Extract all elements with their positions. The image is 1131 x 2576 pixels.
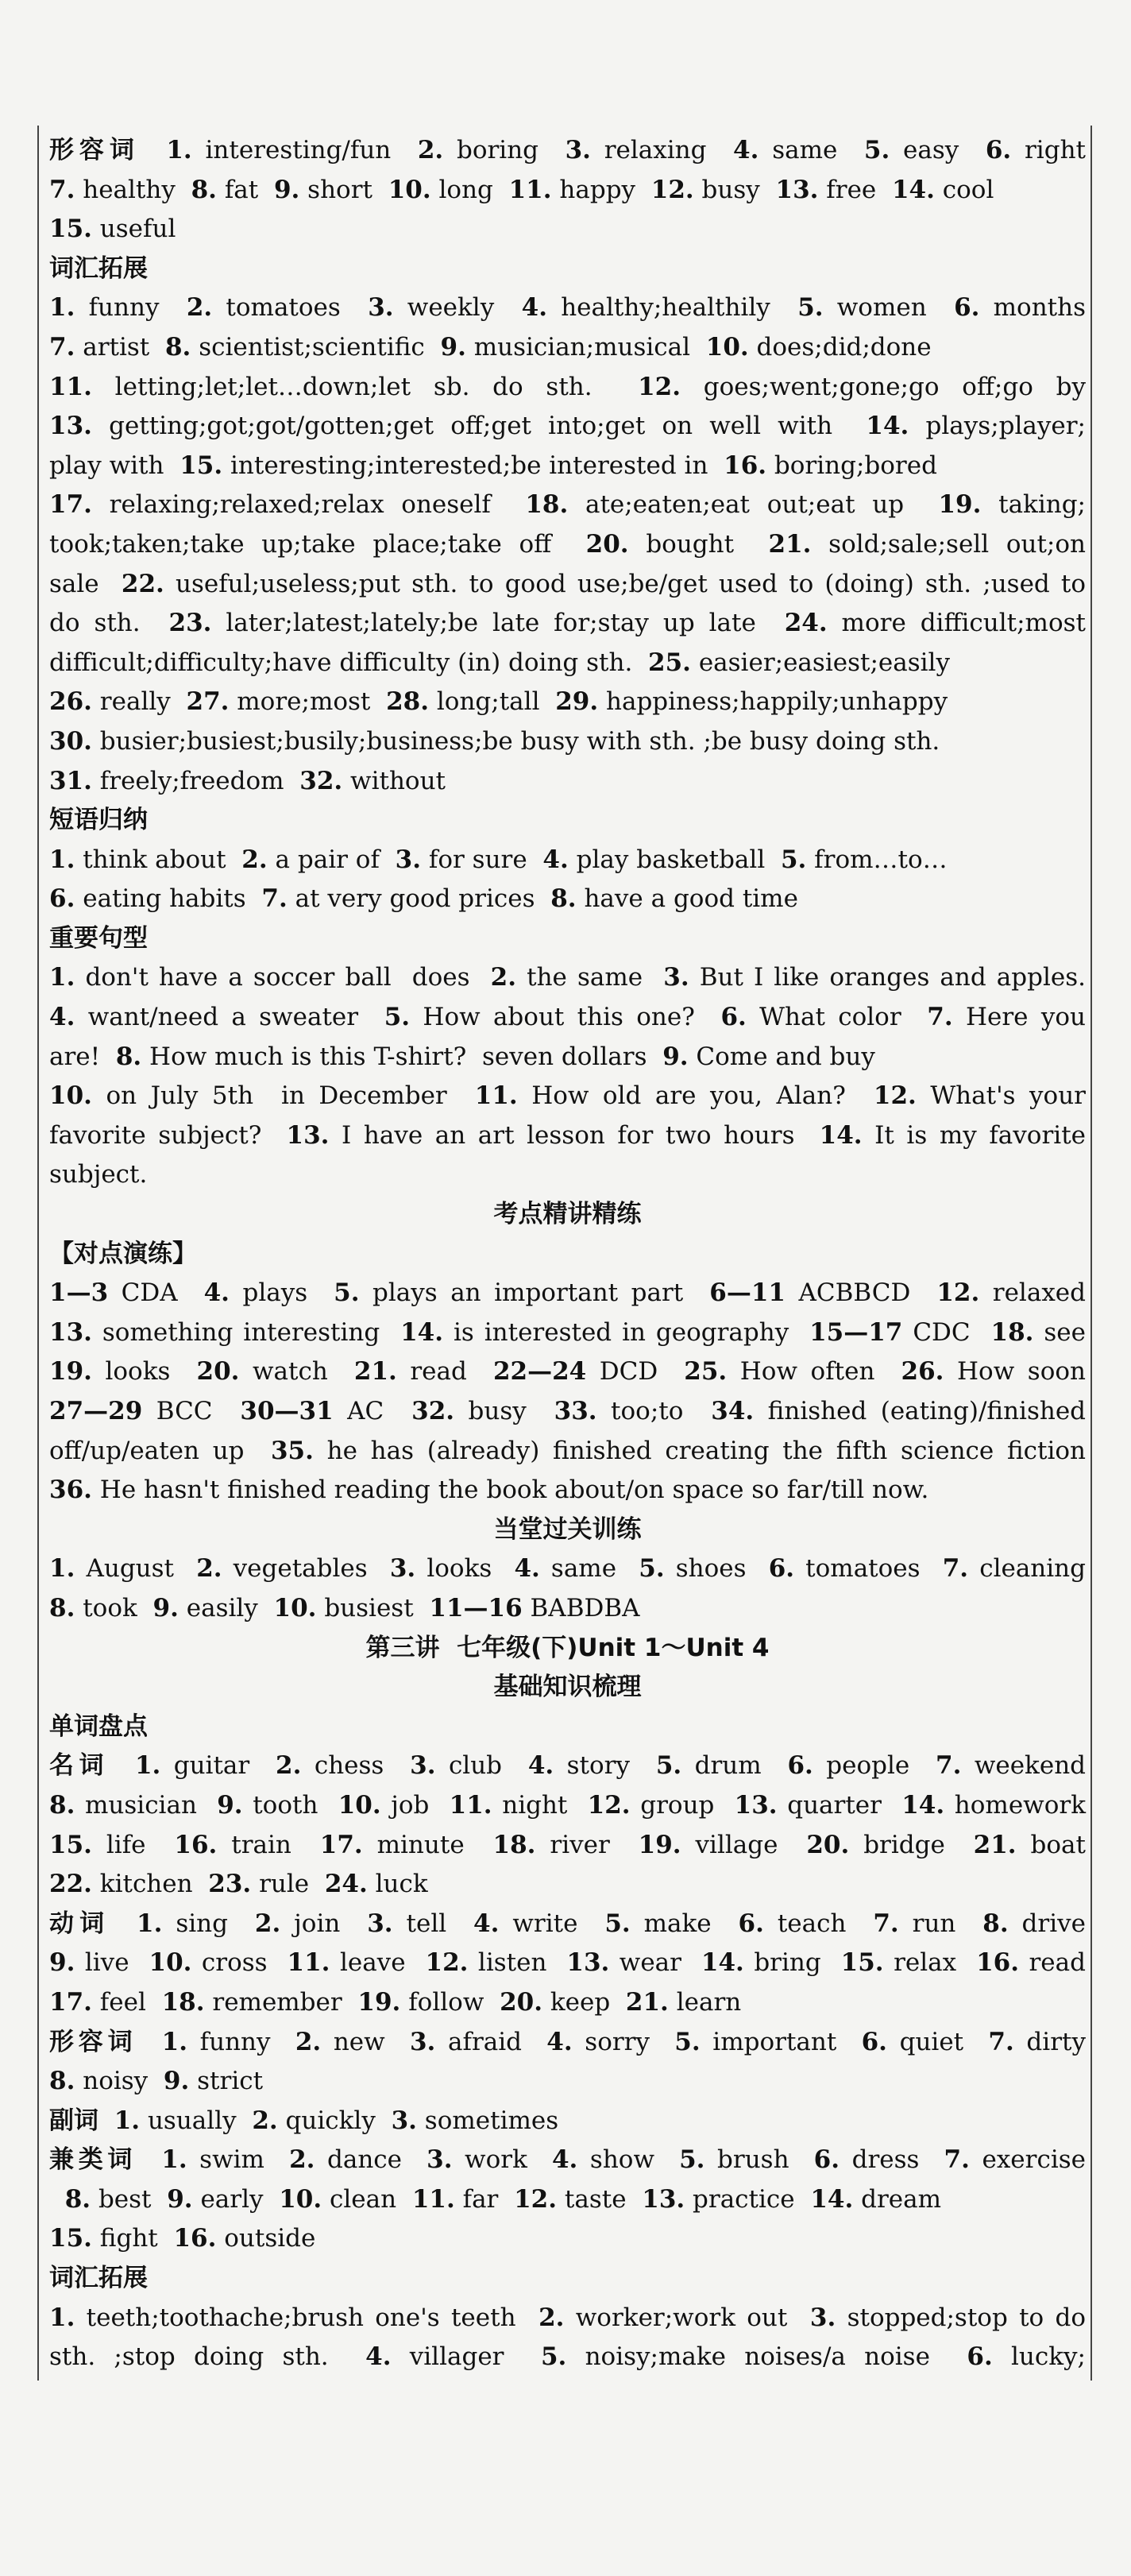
answer-line: subject. [49,1160,148,1189]
right-margin-rule [1090,126,1092,2381]
answer-line: 1. teeth;toothache;brush one's teeth 2. worker;work out 3. stopped;stop to do [49,2303,1087,2332]
answer-line: do sth. 23. later;latest;lately;be late for;stay up late 24. more difficult;most [49,609,1086,638]
answer-line: 7. artist 8. scientist;scientific 9. musician;musical 10. does;did;done [49,332,932,362]
section-heading: 【对点演练】 [49,1239,197,1268]
section-heading: 基础知识梳理 [493,1673,642,1702]
answer-line: 9. live 10. cross 11. leave 12. listen 13. wear 14. bring 15. relax 16. read [49,1948,1086,1978]
answer-line: 36. He hasn't finished reading the book about/on space so far/till now. [49,1476,929,1505]
answer-line: 副词 1. usually 2. quickly 3. sometimes [49,2106,559,2135]
answer-line: 15. life 16. train 17. minute 18. river 19. village 20. bridge 21. boat [49,1830,1086,1859]
answer-line: 8. took 9. easily 10. busiest 11—16 BABDBA [49,1593,640,1623]
answer-line: took;taken;take up;take place;take off 20. bought 21. sold;sale;sell out;on [49,529,1086,559]
answer-line: are! 8. How much is this T-shirt? seven dollars 9. Come and buy [49,1042,875,1071]
answer-line: 11. letting;let;let…down;let sb. do sth. 12. goes;went;gone;go off;go by [49,372,1086,401]
answer-line: 27—29 BCC 30—31 AC 32. busy 33. too;to 34. finished (eating)/finished [49,1397,1087,1425]
answer-line: 动词 1. sing 2. join 3. tell 4. write 5. make 6. teach 7. run 8. drive [49,1909,1086,1938]
answer-line: 19. looks 20. watch 21. read 22—24 DCD 25. How often 26. How soon [49,1357,1086,1387]
section-heading: 当堂过关训练 [493,1514,642,1544]
section-heading: 第三讲 七年级(下)Unit 1～Unit 4 [365,1633,770,1662]
answer-line: 名词 1. guitar 2. chess 3. club 4. story 5. drum 6. people 7. weekend [49,1751,1086,1781]
answer-line: 13. getting;got;got/gotten;get off;get into;get on well with 14. plays;player; [49,412,1086,441]
section-heading: 重要句型 [49,923,148,953]
section-heading: 短语归纳 [49,806,148,835]
answer-line: 17. feel 18. remember 19. follow 20. keep 21. learn [49,1987,742,2017]
section-heading: 考点精讲精练 [493,1200,642,1229]
answer-line: difficult;difficulty;have difficulty (in) doing sth. 25. easier;easiest;easily [49,648,950,677]
answer-line: 31. freely;freedom 32. without [49,766,446,795]
answer-line: 13. something interesting 14. is interested in geography 15—17 CDC 18. see [49,1317,1086,1347]
answer-line: 30. busier;busiest;busily;business;be busy with sth. ;be busy doing sth. [49,726,940,756]
answer-line: 10. on July 5th in December 11. How old are you, Alan? 12. What's your [49,1081,1086,1111]
answer-line: off/up/eaten up 35. he has (already) finished creating the fifth science fiction [49,1436,1086,1465]
answer-line: 1. funny 2. tomatoes 3. weekly 4. healthy;healthily 5. women 6. months [49,293,1087,323]
answer-line: 4. want/need a sweater 5. How about this one? 6. What color 7. Here you [49,1003,1086,1032]
answer-line: 兼类词 1. swim 2. dance 3. work 4. show 5. brush 6. dress 7. exercise [49,2145,1087,2175]
answer-line: 形容词 1. funny 2. new 3. afraid 4. sorry 5. important 6. quiet 7. dirty [49,2027,1086,2056]
answer-line: 形容词 1. interesting/fun 2. boring 3. relaxing 4. same 5. easy 6. right [49,136,1086,164]
left-margin-rule [37,126,39,2381]
answer-line: 15. fight 16. outside [49,2224,316,2253]
answer-line: 15. useful [49,215,176,244]
answer-line: 7. healthy 8. fat 9. short 10. long 11. happy 12. busy 13. free 14. cool [49,175,994,204]
answer-line: 17. relaxing;relaxed;relax oneself 18. ate;eaten;eat out;eat up 19. taking; [49,490,1087,520]
answer-line: 8. musician 9. tooth 10. job 11. night 12. group 13. quarter 14. homework [49,1790,1086,1820]
answer-line: sale 22. useful;useless;put sth. to good use;be/get used to (doing) sth. ;used to [49,569,1087,598]
section-heading: 词汇拓展 [49,2264,148,2293]
answer-line: 8. noisy 9. strict [49,2067,264,2096]
answer-line: 26. really 27. more;most 28. long;tall 29. happiness;happily;unhappy [49,687,948,717]
answer-text-block [49,131,1086,2377]
answer-line: 1. think about 2. a pair of 3. for sure 4. play basketball 5. from…to… [49,845,948,874]
answer-line: 1. don't have a soccer ball does 2. the same 3. But I like oranges and apples. [49,963,1086,992]
answer-line: 8. best 9. early 10. clean 11. far 12. taste 13. practice 14. dream [64,2184,942,2214]
answer-line: play with 15. interesting;interested;be interested in 16. boring;bored [49,451,937,480]
section-heading: 单词盘点 [49,1712,148,1741]
answer-line: 1. August 2. vegetables 3. looks 4. same 5. shoes 6. tomatoes 7. cleaning [49,1554,1086,1584]
answer-line: sth. ;stop doing sth. 4. villager 5. noisy;make noises/a noise 6. lucky; [49,2342,1086,2372]
answer-line: 6. eating habits 7. at very good prices 8. have a good time [49,884,798,914]
answer-line: 1—3 CDA 4. plays 5. plays an important part 6—11 ACBBCD 12. relaxed [49,1278,1086,1308]
answer-line: favorite subject? 13. I have an art lesson for two hours 14. It is my favorite [49,1120,1086,1150]
section-heading: 词汇拓展 [49,253,148,283]
answer-line: 22. kitchen 23. rule 24. luck [49,1870,428,1899]
